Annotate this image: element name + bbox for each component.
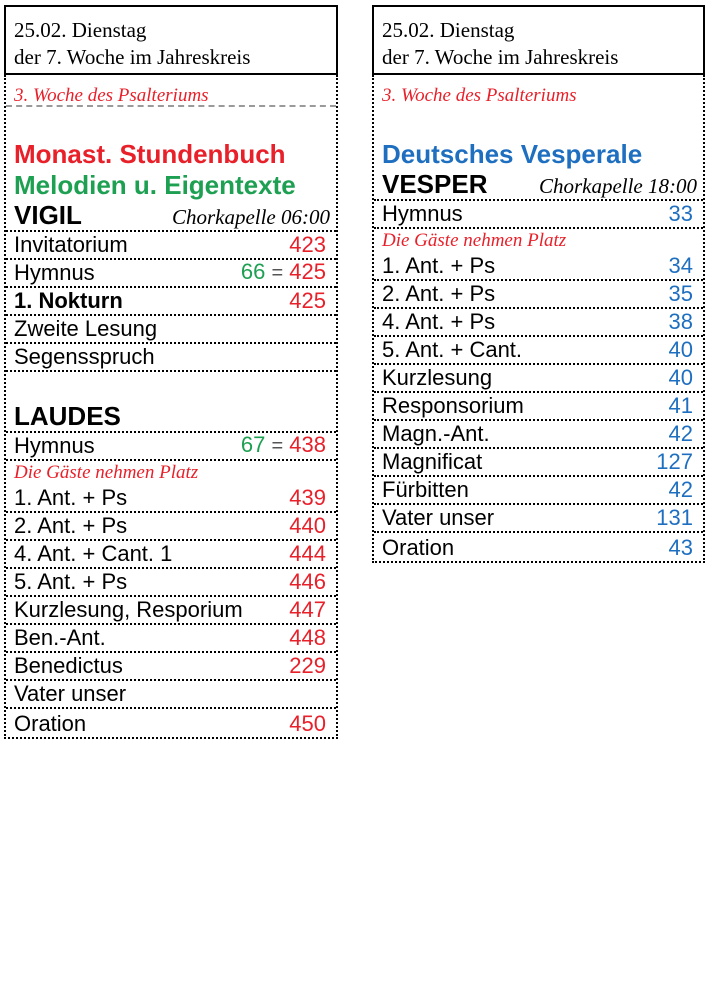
page-number: 40 <box>668 365 693 390</box>
item-label: Hymnus <box>14 260 95 285</box>
list-item <box>374 477 703 505</box>
page-number: 450 <box>289 711 326 736</box>
page-number: 131 <box>656 505 693 530</box>
page-number: 127 <box>656 449 693 474</box>
list-item <box>374 449 703 477</box>
vesper-header <box>374 170 703 201</box>
list-item <box>374 505 703 533</box>
psalter-week: 3. Woche des Psalteriums <box>382 85 577 106</box>
item-label: 2. Ant. + Ps <box>14 513 128 538</box>
page-number: 425 <box>289 259 326 284</box>
list-item <box>374 393 703 421</box>
week-of-year-line: der 7. Woche im Jahreskreis <box>14 45 251 69</box>
list-item <box>374 309 703 337</box>
item-label: Vater unser <box>14 681 127 706</box>
item-label: Kurzlesung <box>382 365 493 390</box>
item-label: Oration <box>382 535 455 560</box>
list-item <box>374 201 703 229</box>
page-number: 447 <box>289 597 326 622</box>
list-item <box>6 316 336 344</box>
item-label: 1. Ant. + Ps <box>14 485 128 510</box>
item-label: Fürbitten <box>382 477 469 502</box>
equals-sign: = <box>271 262 284 284</box>
page-number: 38 <box>668 309 693 334</box>
vigil-heading: VIGIL <box>14 200 82 230</box>
laudes-header <box>6 402 336 433</box>
right-schedule <box>372 75 705 563</box>
item-label: 2. Ant. + Ps <box>382 281 496 306</box>
list-item <box>374 281 703 309</box>
list-item <box>6 344 336 372</box>
vigil-header <box>6 201 336 232</box>
list-item <box>6 681 336 709</box>
left-column <box>4 5 338 739</box>
item-label: Vater unser <box>382 505 495 530</box>
list-item <box>6 653 336 681</box>
page-number: 42 <box>668 421 693 446</box>
page-number-melodies: 67 <box>240 432 266 457</box>
page-number: 439 <box>289 485 326 510</box>
page-number: 41 <box>668 393 693 418</box>
item-label: 1. Ant. + Ps <box>382 253 496 278</box>
item-label: Hymnus <box>382 201 463 226</box>
page-number: 423 <box>289 232 326 257</box>
vigil-time: Chorkapelle 06:00 <box>171 205 330 229</box>
item-label: Benedictus <box>14 653 123 678</box>
page-number: 425 <box>289 288 326 313</box>
right-column <box>372 5 705 563</box>
list-item <box>374 533 703 561</box>
item-label: Segensspruch <box>14 344 155 369</box>
item-label: Magnificat <box>382 449 483 474</box>
list-item <box>374 253 703 281</box>
vesper-heading: VESPER <box>382 169 488 199</box>
item-label: 4. Ant. + Ps <box>382 309 496 334</box>
page-number: 229 <box>289 653 326 678</box>
page-number: 448 <box>289 625 326 650</box>
book-title: Deutsches Vesperale <box>382 139 643 169</box>
list-item <box>6 288 336 316</box>
date-box <box>372 5 705 75</box>
date-box <box>4 5 338 75</box>
page-number-melodies: 66 <box>240 259 266 284</box>
guest-note: Die Gäste nehmen Platz <box>382 230 567 251</box>
list-item <box>6 709 336 737</box>
item-label: Invitatorium <box>14 232 128 257</box>
book-title: Monast. Stundenbuch <box>14 139 286 169</box>
list-item <box>6 597 336 625</box>
page-number: 446 <box>289 569 326 594</box>
list-item <box>6 513 336 541</box>
guest-note: Die Gäste nehmen Platz <box>14 462 199 483</box>
item-label: Ben.-Ant. <box>14 625 106 650</box>
item-label: Kurzlesung, Resporium <box>14 597 243 622</box>
item-label: 4. Ant. + Cant. 1 <box>14 541 173 566</box>
list-item <box>6 541 336 569</box>
list-item <box>6 260 336 288</box>
item-label: Oration <box>14 711 87 736</box>
list-item <box>6 433 336 461</box>
week-of-year-line: der 7. Woche im Jahreskreis <box>382 45 619 69</box>
page-number: 43 <box>668 535 693 560</box>
item-label: Responsorium <box>382 393 524 418</box>
item-label: 1. Nokturn <box>14 288 123 313</box>
list-item <box>6 569 336 597</box>
list-item <box>6 625 336 653</box>
page-number: 444 <box>289 541 326 566</box>
list-item <box>6 232 336 260</box>
page-number: 438 <box>289 432 326 457</box>
page-number: 42 <box>668 477 693 502</box>
vesper-time: Chorkapelle 18:00 <box>538 174 697 198</box>
page-number: 40 <box>668 337 693 362</box>
page-number: 440 <box>289 513 326 538</box>
page-number: 34 <box>668 253 693 278</box>
list-item <box>6 485 336 513</box>
item-label: Magn.-Ant. <box>382 421 490 446</box>
date-line: 25.02. Dienstag <box>14 18 147 42</box>
page-number: 35 <box>668 281 693 306</box>
item-label: Zweite Lesung <box>14 316 158 341</box>
item-label: 5. Ant. + Ps <box>14 569 128 594</box>
item-label: 5. Ant. + Cant. <box>382 337 523 362</box>
book-subtitle: Melodien u. Eigentexte <box>14 170 296 200</box>
laudes-heading: LAUDES <box>14 401 121 431</box>
list-item <box>374 421 703 449</box>
date-line: 25.02. Dienstag <box>382 18 515 42</box>
equals-sign: = <box>271 435 284 457</box>
psalter-week: 3. Woche des Psalteriums <box>6 75 336 107</box>
page-number: 33 <box>668 201 693 226</box>
left-schedule <box>4 75 338 739</box>
item-label: Hymnus <box>14 433 95 458</box>
list-item <box>374 365 703 393</box>
list-item <box>374 337 703 365</box>
